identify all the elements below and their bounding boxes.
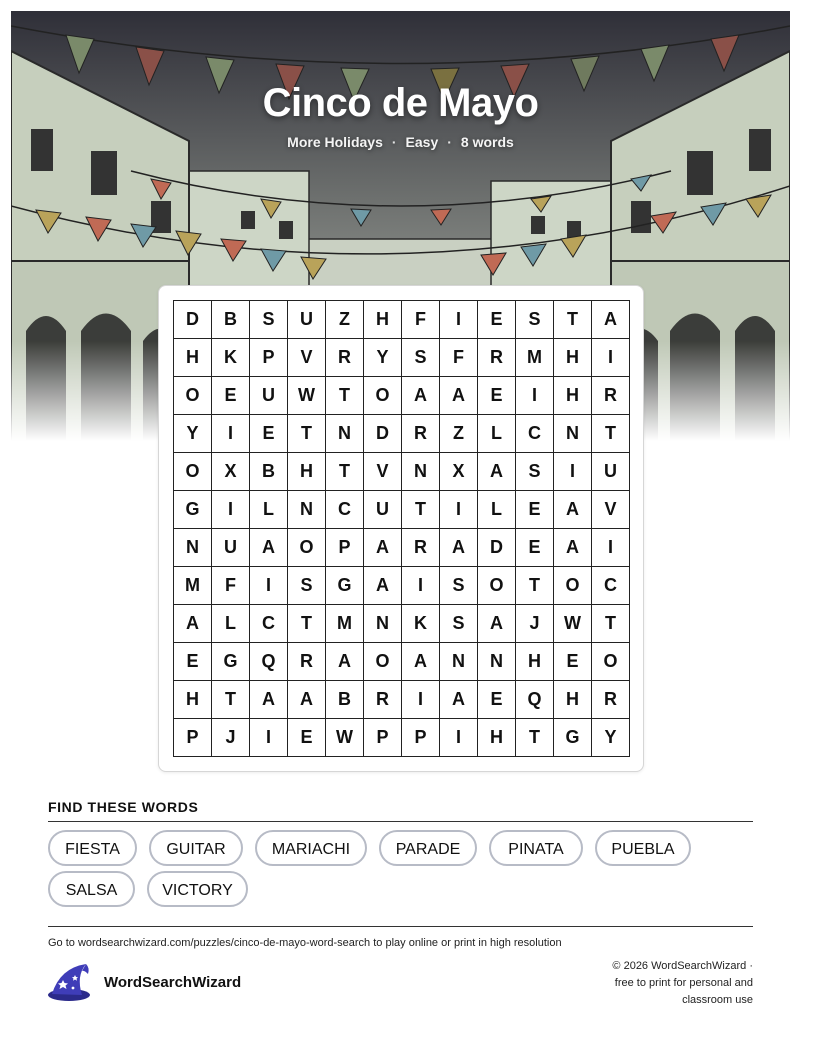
grid-cell[interactable]: A [478,453,516,491]
copyright-notice [573,958,753,1009]
grid-cell[interactable]: V [288,339,326,377]
copyright-line: classroom use [682,994,753,1006]
grid-cell[interactable]: S [440,567,478,605]
difficulty-label: Easy [405,134,439,150]
grid-cell[interactable]: S [440,605,478,643]
grid-cell[interactable]: P [174,719,212,757]
grid-cell[interactable]: C [250,605,288,643]
grid-cell[interactable]: O [478,567,516,605]
grid-cell[interactable]: X [212,453,250,491]
grid-cell[interactable]: S [516,453,554,491]
grid-cell[interactable]: Y [592,719,630,757]
grid-cell[interactable]: L [478,491,516,529]
grid-cell[interactable]: E [478,377,516,415]
grid-cell[interactable]: F [402,301,440,339]
grid-cell[interactable]: Q [516,681,554,719]
grid-cell[interactable]: S [402,339,440,377]
grid-cell[interactable]: S [516,301,554,339]
grid-cell[interactable]: T [592,415,630,453]
grid-cell[interactable]: I [440,719,478,757]
word-list-heading: FIND THESE WORDS [48,799,199,815]
grid-cell[interactable]: W [326,719,364,757]
grid-cell[interactable]: L [250,491,288,529]
grid-cell[interactable]: T [212,681,250,719]
grid-cell[interactable]: P [250,339,288,377]
grid-cell[interactable]: T [288,415,326,453]
word-pill: PUEBLA [595,830,691,866]
grid-cell[interactable]: H [364,301,402,339]
grid-cell[interactable]: E [478,681,516,719]
grid-cell[interactable]: E [478,301,516,339]
grid-cell[interactable]: E [250,415,288,453]
brand-name[interactable]: WordSearchWizard [104,974,242,991]
grid-cell[interactable]: Z [326,301,364,339]
grid-cell[interactable]: T [326,453,364,491]
grid-row [174,681,630,719]
grid-cell[interactable]: U [364,491,402,529]
grid-cell[interactable]: A [250,681,288,719]
grid-cell[interactable]: A [364,529,402,567]
page-title: Cinco de Mayo [262,81,539,125]
grid-cell[interactable]: T [326,377,364,415]
grid-cell[interactable]: A [364,567,402,605]
grid-cell[interactable]: N [174,529,212,567]
grid-cell[interactable]: O [174,377,212,415]
grid-cell[interactable]: B [250,453,288,491]
grid-cell[interactable]: W [554,605,592,643]
word-count-label: 8 words [460,134,514,150]
grid-cell[interactable]: J [212,719,250,757]
grid-cell[interactable]: T [288,605,326,643]
grid-cell[interactable]: T [516,719,554,757]
grid-cell[interactable]: N [326,415,364,453]
grid-cell[interactable]: D [174,301,212,339]
grid-cell[interactable]: E [516,491,554,529]
divider [48,926,753,927]
grid-cell[interactable]: A [440,529,478,567]
grid-cell[interactable]: R [592,377,630,415]
grid-row [174,605,630,643]
grid-cell[interactable]: R [592,681,630,719]
copyright-line: © 2026 WordSearchWizard · [612,960,753,972]
grid-cell[interactable]: Z [440,415,478,453]
grid-cell[interactable]: I [440,301,478,339]
grid-row [174,643,630,681]
grid-cell[interactable]: A [478,605,516,643]
grid-cell[interactable]: J [516,605,554,643]
grid-row [174,453,630,491]
grid-cell[interactable]: H [554,681,592,719]
grid-cell[interactable]: S [250,301,288,339]
grid-row [174,529,630,567]
grid-cell[interactable]: T [516,567,554,605]
wizard-hat-icon [46,962,92,1007]
word-pill: GUITAR [149,830,243,866]
grid-cell[interactable]: H [174,339,212,377]
grid-row [174,719,630,757]
letter-grid[interactable] [173,300,630,757]
grid-cell[interactable]: R [364,681,402,719]
grid-cell[interactable]: S [288,567,326,605]
grid-cell[interactable]: E [174,643,212,681]
word-pill: VICTORY [147,871,248,907]
grid-cell[interactable]: C [516,415,554,453]
grid-cell[interactable]: G [554,719,592,757]
grid-cell[interactable]: O [554,567,592,605]
grid-cell[interactable]: M [174,567,212,605]
grid-cell[interactable]: I [516,377,554,415]
grid-cell[interactable]: I [402,567,440,605]
category-link[interactable]: More Holidays [287,134,383,150]
grid-cell[interactable]: N [402,453,440,491]
grid-cell[interactable]: L [212,605,250,643]
grid-cell[interactable]: A [440,681,478,719]
grid-cell[interactable]: H [478,719,516,757]
grid-cell[interactable]: L [478,415,516,453]
grid-cell[interactable]: T [402,491,440,529]
grid-cell[interactable]: A [250,529,288,567]
grid-cell[interactable]: A [174,605,212,643]
grid-cell[interactable]: I [592,339,630,377]
grid-cell[interactable]: X [440,453,478,491]
puzzle-grid-card [158,285,644,772]
grid-cell[interactable]: R [326,339,364,377]
grid-cell[interactable]: U [250,377,288,415]
grid-cell[interactable]: O [288,529,326,567]
grid-cell[interactable]: I [250,567,288,605]
grid-row [174,377,630,415]
word-pill: PARADE [379,830,477,866]
grid-cell[interactable]: B [326,681,364,719]
grid-cell[interactable]: U [592,453,630,491]
grid-cell[interactable]: C [326,491,364,529]
grid-cell[interactable]: E [554,643,592,681]
word-pill: SALSA [48,871,135,907]
grid-cell[interactable]: K [212,339,250,377]
grid-cell[interactable]: H [554,377,592,415]
grid-cell[interactable]: U [288,301,326,339]
grid-cell[interactable]: D [478,529,516,567]
grid-cell[interactable]: T [554,301,592,339]
grid-cell[interactable]: K [402,605,440,643]
separator-dot: · [391,134,397,150]
grid-cell[interactable]: O [364,377,402,415]
separator-dot: · [447,134,452,150]
grid-cell[interactable]: E [288,719,326,757]
grid-cell[interactable]: A [288,681,326,719]
grid-cell[interactable]: A [440,377,478,415]
grid-cell[interactable]: E [212,377,250,415]
grid-cell[interactable]: P [402,719,440,757]
grid-cell[interactable]: O [174,453,212,491]
grid-cell[interactable]: I [554,453,592,491]
divider [48,821,753,822]
grid-row [174,567,630,605]
grid-row [174,491,630,529]
grid-cell[interactable]: P [326,529,364,567]
word-pill: PINATA [489,830,583,866]
grid-cell[interactable]: H [174,681,212,719]
grid-cell[interactable]: N [440,643,478,681]
grid-cell[interactable]: R [288,643,326,681]
grid-cell[interactable]: C [592,567,630,605]
grid-cell[interactable]: V [364,453,402,491]
play-online-note[interactable]: Go to wordsearchwizard.com/puzzles/cinco-de-mayo-word-search to play online or print in high resolution [48,937,562,949]
grid-cell[interactable]: B [212,301,250,339]
grid-cell[interactable]: H [554,339,592,377]
grid-cell[interactable]: E [516,529,554,567]
grid-cell[interactable]: W [288,377,326,415]
puzzle-meta [11,134,790,150]
grid-cell[interactable]: U [212,529,250,567]
grid-cell[interactable]: I [212,415,250,453]
grid-cell[interactable]: R [478,339,516,377]
grid-cell[interactable]: Y [174,415,212,453]
grid-cell[interactable]: A [554,491,592,529]
grid-row [174,415,630,453]
grid-cell[interactable]: I [402,681,440,719]
grid-cell[interactable]: N [478,643,516,681]
grid-cell[interactable]: P [364,719,402,757]
grid-cell[interactable]: G [174,491,212,529]
grid-cell[interactable]: A [402,643,440,681]
grid-cell[interactable]: G [326,567,364,605]
grid-cell[interactable]: R [402,529,440,567]
word-pill: FIESTA [48,830,137,866]
grid-cell[interactable]: H [288,453,326,491]
grid-cell[interactable]: Y [364,339,402,377]
grid-cell[interactable]: F [440,339,478,377]
grid-cell[interactable]: D [364,415,402,453]
grid-cell[interactable]: N [554,415,592,453]
grid-cell[interactable]: A [402,377,440,415]
grid-row [174,339,630,377]
grid-cell[interactable]: O [364,643,402,681]
grid-cell[interactable]: O [592,643,630,681]
grid-cell[interactable]: A [326,643,364,681]
grid-cell[interactable]: A [554,529,592,567]
copyright-line: free to print for personal and [614,977,753,989]
grid-cell[interactable]: N [364,605,402,643]
grid-cell[interactable]: F [212,567,250,605]
word-pill: MARIACHI [255,830,367,866]
grid-cell[interactable]: H [516,643,554,681]
grid-cell[interactable]: R [402,415,440,453]
grid-row [174,301,630,339]
grid-cell[interactable]: I [212,491,250,529]
grid-cell[interactable]: I [592,529,630,567]
grid-cell[interactable]: M [516,339,554,377]
grid-cell[interactable]: M [326,605,364,643]
grid-cell[interactable]: G [212,643,250,681]
grid-cell[interactable]: Q [250,643,288,681]
grid-cell[interactable]: T [592,605,630,643]
grid-cell[interactable]: I [440,491,478,529]
grid-cell[interactable]: V [592,491,630,529]
grid-cell[interactable]: A [592,301,630,339]
grid-cell[interactable]: N [288,491,326,529]
grid-cell[interactable]: I [250,719,288,757]
